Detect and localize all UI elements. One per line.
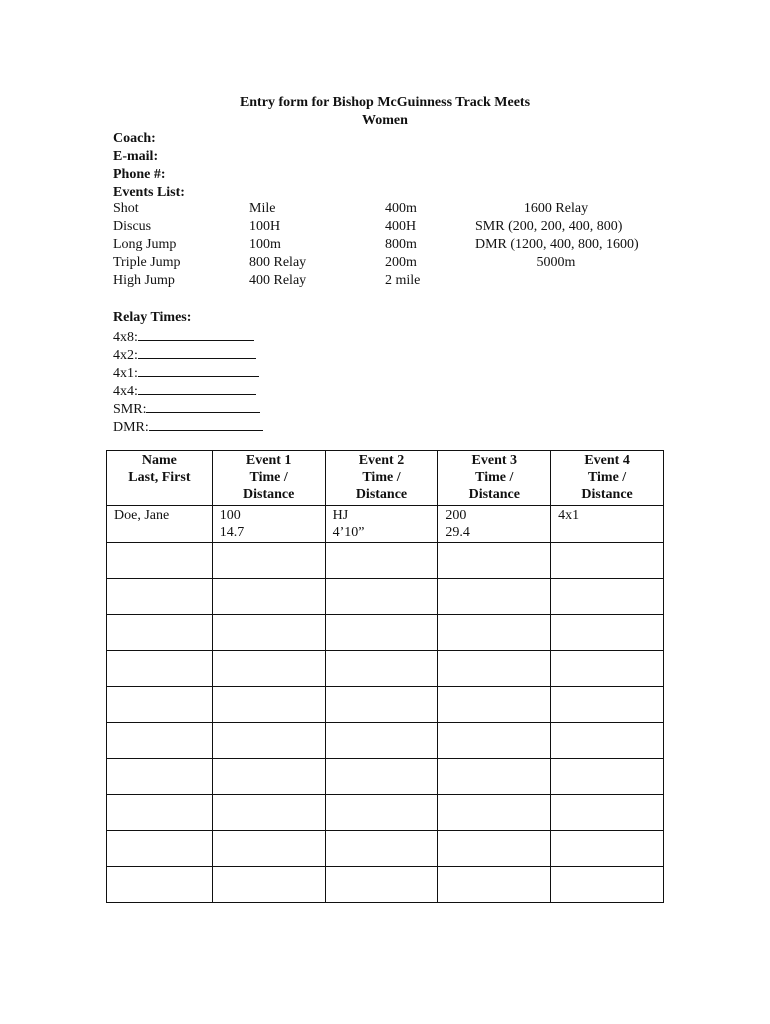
header-text: Time / [249, 470, 288, 485]
event-item: 200m [385, 255, 417, 270]
header-name [107, 451, 213, 506]
cell-event-4[interactable] [551, 506, 664, 543]
cell-event-2[interactable] [325, 723, 438, 759]
event-item: DMR (1200, 400, 800, 1600) [475, 237, 639, 252]
header-text: Distance [468, 487, 520, 502]
cell-event-1[interactable] [212, 759, 325, 795]
table-row [107, 795, 664, 831]
cell-text: 4x1 [558, 508, 580, 523]
cell-name[interactable] [107, 759, 213, 795]
events-column-2 [249, 200, 306, 290]
header-text: Distance [581, 487, 633, 502]
cell-event-1[interactable] [212, 651, 325, 687]
cell-event-2[interactable] [325, 795, 438, 831]
header-text: Distance [243, 487, 295, 502]
relay-4x4-blank[interactable] [138, 381, 256, 395]
contact-info [113, 130, 185, 202]
cell-event-1[interactable] [212, 867, 325, 903]
table-row [107, 831, 664, 867]
cell-event-3[interactable] [438, 506, 551, 543]
relay-4x2 [113, 345, 263, 363]
cell-event-1[interactable] [212, 579, 325, 615]
cell-name[interactable] [107, 687, 213, 723]
event-item: 1600 Relay [523, 201, 589, 216]
cell-event-4[interactable] [551, 651, 664, 687]
table-row [107, 723, 664, 759]
cell-name[interactable] [107, 723, 213, 759]
cell-event-3[interactable] [438, 759, 551, 795]
relay-4x8 [113, 327, 263, 345]
header-event-1 [212, 451, 325, 506]
event-item: Mile [249, 201, 276, 216]
events-list-heading: Events List: [113, 185, 185, 200]
table-row [107, 579, 664, 615]
cell-event-4[interactable] [551, 615, 664, 651]
cell-event-2[interactable] [325, 651, 438, 687]
events-list [0, 200, 770, 295]
cell-event-3[interactable] [438, 615, 551, 651]
event-item: 5000m [536, 255, 576, 270]
relay-times [113, 309, 263, 435]
cell-event-1[interactable] [212, 615, 325, 651]
cell-event-2[interactable] [325, 615, 438, 651]
event-item: 800 Relay [249, 255, 307, 270]
cell-name[interactable] [107, 651, 213, 687]
cell-event-3[interactable] [438, 651, 551, 687]
relay-label: DMR: [113, 420, 149, 435]
cell-name[interactable] [107, 543, 213, 579]
event-item: 100H [249, 219, 281, 234]
header-event-2 [325, 451, 438, 506]
cell-event-4[interactable] [551, 723, 664, 759]
header-text: Event 2 [358, 453, 405, 468]
relay-label: 4x8: [113, 330, 138, 345]
events-column-field [113, 200, 181, 290]
table-row [107, 759, 664, 795]
cell-text: 100 [219, 508, 241, 523]
cell-event-1[interactable] [212, 831, 325, 867]
event-item: 2 mile [385, 273, 421, 288]
header-text: Event 1 [245, 453, 292, 468]
relay-4x1 [113, 363, 263, 381]
cell-text: Doe, Jane [114, 508, 170, 523]
cell-event-4[interactable] [551, 579, 664, 615]
cell-event-2[interactable] [325, 687, 438, 723]
relay-4x8-blank[interactable] [138, 327, 254, 341]
header-text: Time / [475, 470, 514, 485]
cell-event-4[interactable] [551, 867, 664, 903]
cell-event-4[interactable] [551, 687, 664, 723]
cell-event-3[interactable] [438, 867, 551, 903]
cell-text: 200 [445, 508, 467, 523]
cell-text: 14.7 [219, 525, 245, 540]
events-column-3 [385, 200, 420, 290]
event-item: Triple Jump [113, 255, 181, 270]
cell-event-2[interactable] [325, 867, 438, 903]
cell-event-1[interactable] [212, 687, 325, 723]
cell-event-1[interactable] [212, 795, 325, 831]
events-column-relays [475, 200, 655, 272]
header-text: Event 4 [584, 453, 630, 468]
cell-event-1[interactable] [212, 723, 325, 759]
cell-event-4[interactable] [551, 795, 664, 831]
cell-event-4[interactable] [551, 831, 664, 867]
table-row [107, 651, 664, 687]
relay-label: 4x2: [113, 348, 138, 363]
event-item: Long Jump [113, 237, 177, 252]
cell-name[interactable] [107, 579, 213, 615]
cell-event-1[interactable] [212, 506, 325, 543]
relay-4x4 [113, 381, 263, 399]
relay-dmr-blank[interactable] [149, 417, 263, 431]
cell-event-2[interactable] [325, 759, 438, 795]
header-text: Time / [362, 470, 401, 485]
event-item: SMR (200, 200, 400, 800) [475, 219, 623, 234]
cell-event-3[interactable] [438, 543, 551, 579]
cell-event-3[interactable] [438, 579, 551, 615]
cell-event-3[interactable] [438, 795, 551, 831]
relay-label: 4x1: [113, 366, 138, 381]
cell-event-3[interactable] [438, 831, 551, 867]
cell-event-2[interactable] [325, 543, 438, 579]
cell-event-4[interactable] [551, 543, 664, 579]
cell-event-2[interactable] [325, 831, 438, 867]
relay-label: 4x4: [113, 384, 138, 399]
event-item: 400H [385, 219, 417, 234]
relay-dmr [113, 417, 263, 435]
cell-event-1[interactable] [212, 543, 325, 579]
relay-4x2-blank[interactable] [138, 345, 256, 359]
header-event-3 [438, 451, 551, 506]
cell-name[interactable] [107, 795, 213, 831]
cell-event-2[interactable] [325, 579, 438, 615]
cell-text: HJ [332, 508, 349, 523]
coach-label: Coach: [113, 131, 156, 146]
cell-event-4[interactable] [551, 759, 664, 795]
table-row [107, 687, 664, 723]
relay-label: SMR: [113, 402, 147, 417]
relay-smr [113, 399, 263, 417]
event-item: 400 Relay [249, 273, 307, 288]
event-item: Discus [113, 219, 152, 234]
header-text: Last, First [128, 470, 191, 485]
event-item: 400m [385, 201, 417, 216]
relay-times-heading: Relay Times: [113, 310, 192, 325]
event-item: 800m [385, 237, 417, 252]
header-text: Time / [587, 470, 627, 485]
table-row [107, 615, 664, 651]
title-line-2: Women [362, 113, 408, 128]
table-row-example [107, 506, 664, 543]
phone-label: Phone #: [113, 167, 166, 182]
cell-name[interactable] [107, 506, 213, 543]
form-title [0, 94, 770, 130]
email-label: E-mail: [113, 149, 159, 164]
cell-text: 29.4 [445, 525, 470, 540]
event-item: 100m [249, 237, 281, 252]
header-text: Event 3 [471, 453, 518, 468]
event-item: Shot [113, 201, 139, 216]
cell-event-3[interactable] [438, 687, 551, 723]
cell-name[interactable] [107, 615, 213, 651]
table-header-row [107, 451, 664, 506]
cell-name[interactable] [107, 867, 213, 903]
relay-smr-blank[interactable] [146, 399, 260, 413]
entry-table [106, 450, 664, 903]
header-event-4 [551, 451, 664, 506]
event-item: High Jump [113, 273, 175, 288]
cell-text: 4’10” [332, 525, 365, 540]
header-text: Name [141, 453, 177, 468]
table-row [107, 867, 664, 903]
cell-name[interactable] [107, 831, 213, 867]
table-row [107, 543, 664, 579]
relay-4x1-blank[interactable] [138, 363, 259, 377]
cell-event-2[interactable] [325, 506, 438, 543]
cell-event-3[interactable] [438, 723, 551, 759]
header-text: Distance [355, 487, 408, 502]
title-line-1: Entry form for Bishop McGuinness Track Meets [239, 95, 531, 110]
